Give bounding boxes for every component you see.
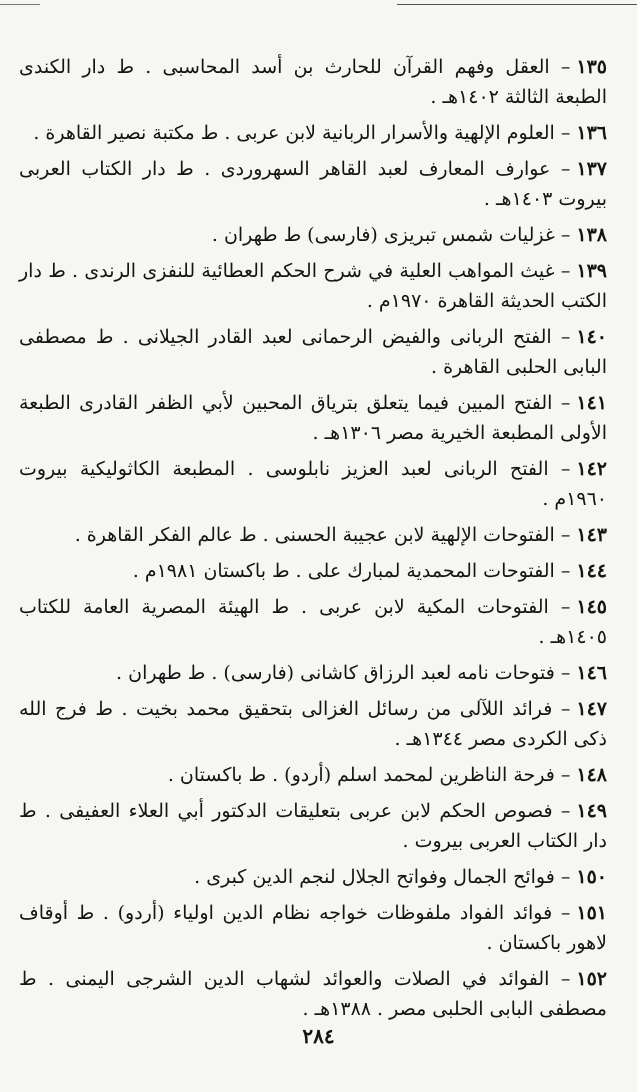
entry-text: – فتوحات نامه لعبد الرزاق كاشانى (فارسى) . ط طهران . xyxy=(116,662,571,684)
entry-number: ١٤١ xyxy=(576,392,607,414)
entry-number: ١٣٨ xyxy=(576,224,607,246)
entry-number: ١٣٧ xyxy=(576,158,607,180)
entry-number: ١٣٦ xyxy=(576,122,607,144)
entry-number: ١٥١ xyxy=(576,902,607,924)
entry-number: ١٤٧ xyxy=(576,698,607,720)
entry-text: – الفتوحات المحمدية لمبارك على . ط باكستان ١٩٨١م . xyxy=(132,560,571,582)
entry-text: – عوارف المعارف لعبد القاهر السهروردى . ط دار الكتاب العربى بيروت ١٤٠٣هـ . xyxy=(19,158,607,210)
bibliography-entry xyxy=(19,658,607,688)
entry-number: ١٤٥ xyxy=(576,596,607,618)
bibliography-entry xyxy=(19,154,607,214)
entry-text: – غزليات شمس تبريزى (فارسى) ط طهران . xyxy=(211,224,571,246)
bibliography-entry xyxy=(19,322,607,382)
top-rule-divider xyxy=(397,4,637,5)
page-number: ٢٨٤ xyxy=(302,1024,335,1048)
entry-text: – الفتوحات المكية لابن عربى . ط الهيئة المصرية العامة للكتاب ١٤٠٥هـ . xyxy=(19,596,607,648)
entry-number: ١٤٤ xyxy=(576,560,607,582)
entry-number: ١٤٩ xyxy=(576,800,607,822)
bibliography-entry xyxy=(19,694,607,754)
entry-number: ١٥٠ xyxy=(576,866,607,888)
entry-text: – الفتح الربانى والفيض الرحمانى لعبد القادر الجيلانى . ط مصطفى البابى الحلبى القاهرة . xyxy=(19,326,607,378)
entry-text: – الفتح المبين فيما يتعلق بترياق المحبين لأبي الظفر القادرى الطبعة الأولى المطبعة الخيرية مصر ١٣٠٦هـ . xyxy=(19,392,607,444)
bibliography-entry xyxy=(19,592,607,652)
bibliography-entry xyxy=(19,898,607,958)
entry-number: ١٤٠ xyxy=(576,326,607,348)
entry-text: – العقل وفهم القرآن للحارث بن أسد المحاسبى . ط دار الكندى الطبعة الثالثة ١٤٠٢هـ . xyxy=(19,56,607,108)
bibliography-entry xyxy=(19,760,607,790)
bibliography-entry xyxy=(19,964,607,1024)
entry-text: – فرائد اللآلى من رسائل الغزالى بتحقيق محمد بخيت . ط فرج الله ذكى الكردى مصر ١٣٤٤هـ . xyxy=(19,698,607,750)
bibliography-entry xyxy=(19,862,607,892)
entry-text: – فوائح الجمال وفواتح الجلال لنجم الدين كبرى . xyxy=(194,866,571,888)
top-rule-divider-left xyxy=(0,4,40,5)
entry-text: – العلوم الإلهية والأسرار الربانية لابن عربى . ط مكتبة نصير القاهرة . xyxy=(33,122,571,144)
entry-number: ١٣٩ xyxy=(576,260,607,282)
entry-number: ١٤٣ xyxy=(576,524,607,546)
bibliography-entry xyxy=(19,520,607,550)
entry-number: ١٤٦ xyxy=(576,662,607,684)
bibliography-entry xyxy=(19,220,607,250)
entry-text: – غيث المواهب العلية في شرح الحكم العطائية للنفزى الرندى . ط دار الكتب الحديثة القاهرة ١٩٧٠م . xyxy=(19,260,607,312)
entry-text: – الفوائد في الصلات والعوائد لشهاب الدين الشرجى اليمنى . ط مصطفى البابى الحلبى مصر . ١٣٨٨هـ . xyxy=(19,968,607,1020)
entry-number: ١٥٢ xyxy=(576,968,607,990)
bibliography-entry xyxy=(19,256,607,316)
entry-text: – الفتح الربانى لعبد العزيز نابلوسى . المطبعة الكاثوليكية بيروت ١٩٦٠م . xyxy=(19,458,607,510)
bibliography-entry xyxy=(19,454,607,514)
entry-text: – فرحة الناظرين لمحمد اسلم (أردو) . ط باكستان . xyxy=(167,764,571,786)
bibliography-entry xyxy=(19,118,607,148)
bibliography-list xyxy=(19,52,607,1030)
entry-number: ١٣٥ xyxy=(576,56,607,78)
bibliography-entry xyxy=(19,388,607,448)
bibliography-entry xyxy=(19,52,607,112)
entry-text: – فصوص الحكم لابن عربى بتعليقات الدكتور أبي العلاء العفيفى . ط دار الكتاب العربى بيروت . xyxy=(19,800,607,852)
bibliography-entry xyxy=(19,796,607,856)
entry-number: ١٤٨ xyxy=(576,764,607,786)
entry-number: ١٤٢ xyxy=(576,458,607,480)
entry-text: – الفتوحات الإلهية لابن عجيبة الحسنى . ط عالم الفكر القاهرة . xyxy=(74,524,571,546)
entry-text: – فوائد الفواد ملفوظات خواجه نظام الدين اولياء (أردو) . ط أوقاف لاهور باكستان . xyxy=(19,902,607,954)
bibliography-entry xyxy=(19,556,607,586)
